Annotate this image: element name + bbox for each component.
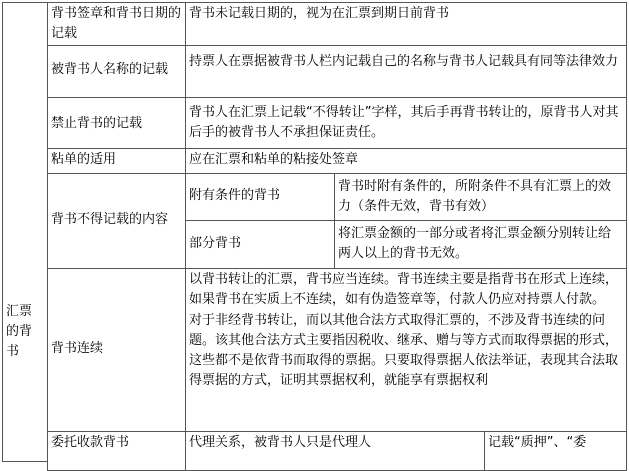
row2-content: 持票人在票据被背书人栏内记载自己的名称与背书人记载具有同等法律效力 [189, 54, 619, 69]
row5-label: 背书不得记载的内容 [51, 212, 169, 227]
row5-sub1-label-cell [185, 173, 335, 221]
row6-label-cell [47, 268, 186, 432]
row5-sub2-label: 部分背书 [189, 236, 242, 251]
row5-sub1-content-cell [334, 173, 627, 221]
row4-content: 应在汇票和粘单的粘接处签章 [189, 152, 359, 167]
category-cell [2, 2, 48, 462]
row4-label-cell [47, 148, 186, 174]
row6-label: 背书连续 [51, 341, 104, 356]
row7-content-cell [185, 431, 485, 471]
row6-para2: 对于非经背书转让，而以其他合法方式取得汇票的，不涉及背书连续的问题。该其他合法方式主要指因税收、继承、赠与等方式而取得票据的形式，这些都不是依背书而取得的票据。只要取得票据人依法举证，表现其合法取得票据的方式，证明其票据权利，就能享有票据权利 [189, 312, 619, 389]
row3-label-cell [47, 97, 186, 149]
category-label: 汇票的背书 [6, 304, 33, 359]
row5-sub2-content: 将汇票金额的一部分或者将汇票金额分别转让给两人以上的背书无效。 [338, 226, 612, 261]
row5-sub2-label-cell [185, 220, 335, 269]
row3-content-cell [185, 97, 627, 149]
row1-content-cell [185, 2, 627, 46]
row7-label-cell [47, 431, 186, 471]
row1-label: 背书签章和背书日期的记载 [51, 6, 182, 41]
row4-content-cell [185, 148, 627, 174]
row5-sub1-label: 附有条件的背书 [189, 188, 281, 203]
row2-label-cell [47, 45, 186, 98]
row2-label: 被背书人名称的记载 [51, 62, 169, 77]
row4-label: 粘单的适用 [51, 152, 117, 167]
row5-sub1-content: 背书时附有条件的，所附条件不具有汇票上的效力（条件无效，背书有效） [338, 179, 612, 214]
row6-content-cell [185, 268, 627, 432]
row3-label: 禁止背书的记载 [51, 116, 143, 131]
row5-sub2-content-cell [334, 220, 627, 269]
row6-para1: 以背书转让的汇票，背书应当连续。背书连续主要是指背书在形式上连续，如果背书在实质上不连续，如有伪造签章等，付款人仍应对持票人付款。 [189, 272, 619, 308]
row2-content-cell [185, 45, 627, 98]
row5-label-cell [47, 173, 186, 269]
row3-content: 背书人在汇票上记载“不得转让”字样，其后手再背书转让的，原背书人对其后手的被背书人不承担保证责任。 [189, 105, 619, 140]
row1-label-cell [47, 2, 186, 46]
row7-content: 代理关系，被背书人只是代理人 [189, 435, 372, 450]
row1-content: 背书未记载日期的，视为在汇票到期日前背书 [189, 6, 450, 21]
row7-label: 委托收款背书 [51, 435, 130, 450]
row7-extra: 记载“质押”、“委 [488, 435, 587, 450]
row7-extra-cell [484, 431, 627, 471]
